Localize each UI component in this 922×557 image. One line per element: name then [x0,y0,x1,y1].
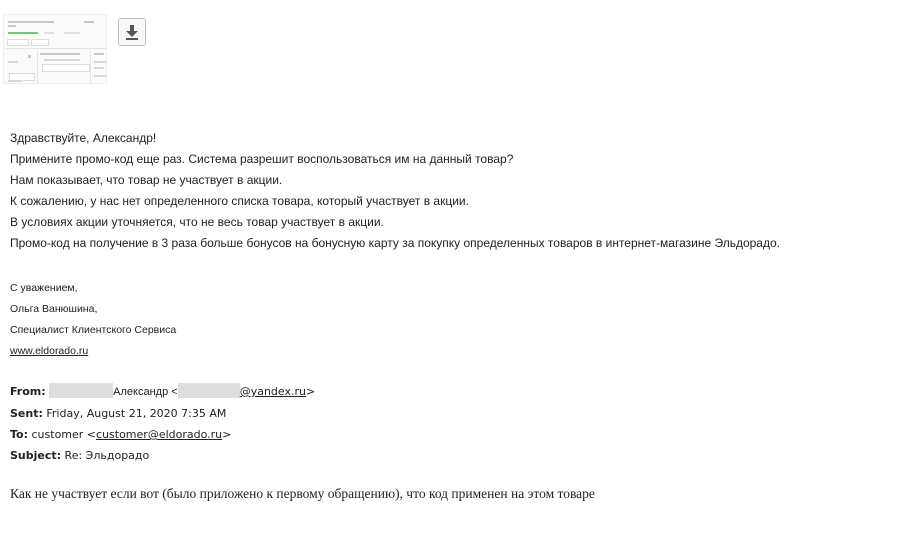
to-name: customer < [31,428,97,441]
website-link[interactable]: www.eldorado.ru [10,345,89,357]
download-icon [125,24,139,40]
signature [10,278,176,362]
from-close: > [305,385,316,398]
signature-closing: С уважением, [10,282,78,294]
to-row [10,424,315,445]
message-line: К сожалению, у нас нет определенного списка товара, который участвует в акции. [10,194,469,208]
sent-label: Sent: [10,407,43,420]
message-line: Примените промо-код еще раз. Система разрешит воспользоваться им на данный товар? [10,152,514,166]
subject-value: Re: Эльдорадо [64,449,150,462]
message-line: Нам показывает, что товар не участвует в акции. [10,173,283,187]
to-email-link[interactable]: customer@eldorado.ru [96,428,223,441]
subject-label: Subject: [10,449,62,462]
from-email-link[interactable]: @yandex.ru [239,385,306,398]
sent-row [10,403,315,424]
from-name: Александр < [113,386,178,398]
to-label: To: [10,428,28,441]
quoted-message-text: Как не участвует если вот (было приложено к первому обращению), что код применен на этом товаре [10,486,595,501]
redacted-email-user [178,383,240,398]
signature-role: Специалист Клиентского Сервиса [10,324,177,336]
message-line: Промо-код на получение в 3 раза больше бонусов на бонусную карту за покупку определенных товаров в интернет-магазине Эльдорадо. [10,236,780,250]
subject-row [10,445,315,466]
message-line: В условиях акции уточняется, что не весь товар участвует в акции. [10,215,384,229]
quoted-header [10,381,315,466]
greeting: Здравствуйте, Александр! [10,131,157,145]
attachment-thumbnail[interactable] [3,14,107,84]
sent-value: Friday, August 21, 2020 7:35 AM [46,407,227,420]
from-row [10,381,315,403]
from-label: From: [10,385,46,398]
to-close: > [222,428,232,441]
redacted-sender-name [49,383,113,398]
signature-name: Ольга Ванюшина, [10,303,98,315]
message-body [10,128,780,254]
download-attachment-button[interactable] [118,18,146,46]
